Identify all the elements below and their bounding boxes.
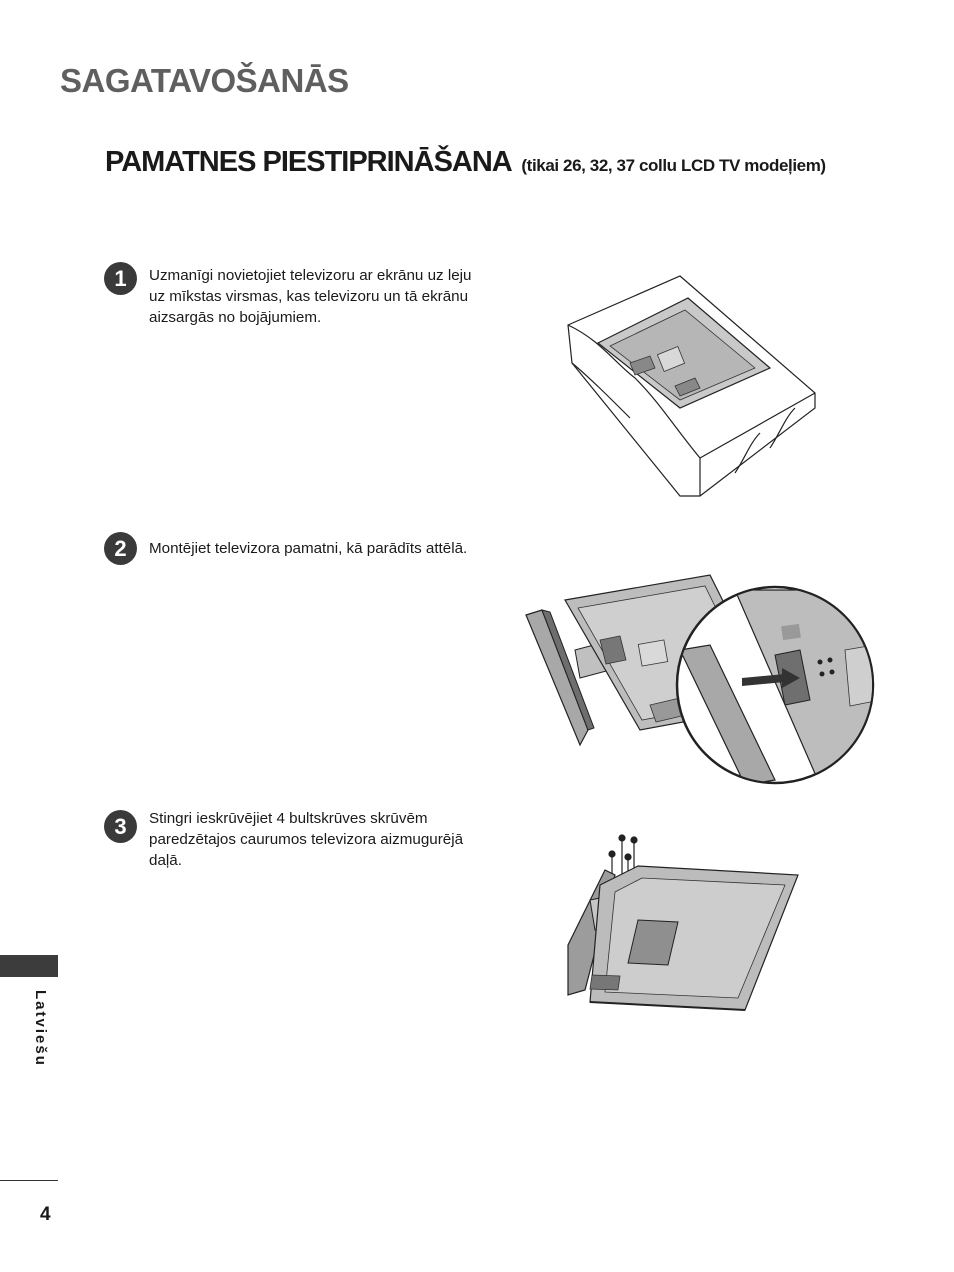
sidebar-language-label: Latviešu [32, 990, 49, 1067]
step-1-number-badge: 1 [104, 262, 137, 295]
step-2-illustration [520, 570, 880, 790]
step-3-number-badge: 3 [104, 810, 137, 843]
section-subtitle: (tikai 26, 32, 37 collu LCD TV modeļiem) [521, 156, 826, 175]
section-title [105, 146, 826, 179]
step-2-number-badge: 2 [104, 532, 137, 565]
section-title-main: PAMATNES PIESTIPRINĀŠANA [105, 146, 512, 178]
step-2-text: Montējiet televizora pamatni, kā parādīts attēlā. [149, 540, 468, 557]
step-1-illustration [560, 268, 820, 500]
page-number: 4 [40, 1204, 51, 1225]
footer-divider [0, 1180, 58, 1181]
language-tab-marker [0, 955, 58, 977]
step-3-text: Stingri ieskrūvējiet 4 bultskrūves skrūvēm paredzētajos caurumos televizora aizmugurējā daļā. [149, 810, 464, 869]
page-title: SAGATAVOŠANĀS [60, 62, 349, 99]
step-1-text: Uzmanīgi novietojiet televizoru ar ekrānu uz leju uz mīkstas virsmas, kas televizoru un tā ekrānu aizsargās no bojājumiem. [149, 267, 472, 326]
step-3-illustration [560, 830, 805, 1015]
